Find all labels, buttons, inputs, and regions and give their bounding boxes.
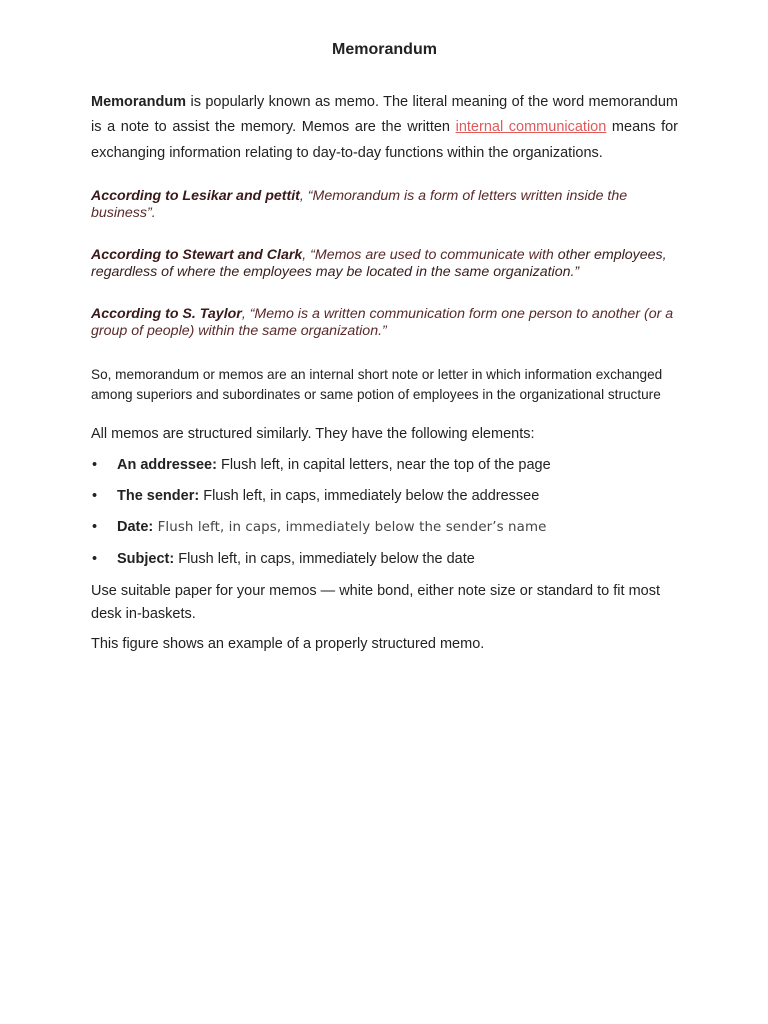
element-label: Subject: [117,550,175,567]
elements-intro: All memos are structured similarly. They have the following elements: [91,425,535,442]
element-text: Flush left, in caps, immediately below the date [174,550,475,567]
quote-text: , “Memorandum is a form of letters written inside the business”. [91,187,628,222]
element-label: Date: [117,518,154,535]
element-text: Flush left, in caps, immediately below the addressee [199,487,540,504]
element-label: An addressee: [117,456,217,473]
bullet-icon: • [92,518,98,535]
list-item-sender [91,486,678,506]
quote-stewart-clark [91,247,678,282]
quote-s-taylor [91,306,678,341]
quote-text: , “Memos are used to communicate with [302,246,558,263]
list-item-addressee [91,455,678,475]
quote-lesikar-pettit [91,188,678,223]
list-item-date [91,517,678,538]
paper-note: Use suitable paper for your memos — white bond, either note size or standard to fit most desk in-baskets. [91,582,660,622]
element-text: Flush left, in capital letters, near the top of the page [216,456,551,473]
bullet-icon: • [92,550,98,567]
bullet-icon: • [92,456,98,473]
figure-note: This figure shows an example of a properly structured memo. [91,635,485,652]
summary-paragraph: So, memorandum or memos are an internal short note or letter in which information exchanged among superiors and subordinates or same potion of employees in the organizational structure [91,366,663,402]
quote-attribution: According to Stewart and Clark [91,246,303,263]
element-text: Flush left, in caps, immediately below the sender’s name [153,519,547,535]
intro-term: Memorandum [91,94,187,110]
element-label: The sender: [117,487,200,504]
memo-elements-list [91,455,678,569]
quote-text: , “Memo is a written communication form one person to another (or a group of people) within the same organization.” [91,305,674,340]
document-title: Memorandum [332,41,437,58]
intro-text-after-link: means for exchanging information relating to day-to-day functions within the organizations. [91,119,679,161]
quote-attribution: According to S. Taylor [91,305,242,322]
list-item-subject [91,549,678,569]
bullet-icon: • [92,487,98,504]
intro-text-before-link: is popularly known as memo. The literal meaning of the word memorandum is a note to assist the memory. Memos are the written [91,94,678,136]
intro-paragraph [91,90,678,166]
internal-communication-link[interactable]: internal communication [455,119,607,136]
quote-text-continued: other employees, regardless of where the employees may be located in the same organization.” [91,246,667,281]
quote-attribution: According to Lesikar and pettit [91,187,300,204]
